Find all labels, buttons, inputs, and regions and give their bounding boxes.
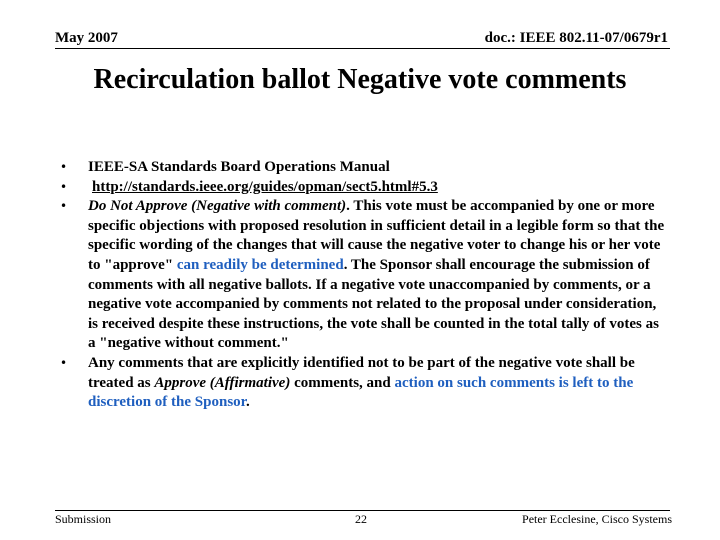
bullet-text: . This vote must be accompanied by one or more specific objections with proposed resolution in sufficient detail in a legible form so that the specific wording of the changes that will cause the negative voter to change his or her vote to "approve" [88,198,665,273]
bullet-text: comments, and [290,374,395,391]
header-date: May 2007 [55,30,118,46]
bullet-dot-icon: • [60,179,68,194]
footer-author: Peter Ecclesine, Cisco Systems [522,512,672,526]
bullet-list [60,158,670,413]
bullet-dot-icon: • [60,160,68,174]
bullet-item-link [60,178,670,198]
bullet-item-do-not-approve [60,197,670,354]
bullet-item-comments [60,354,670,413]
bullet-text: . The Sponsor shall encourage the submission of comments with all negative ballots. If a negative vote unaccompanied by comments, or a negative vote accompanied by comments not related to the proposal under consideration, is received despite these instructions, the vote shall be counted in the total tally of votes as a "negative without comment." [88,256,659,352]
header-doc-id: doc.: IEEE 802.11-07/0679r1 [484,30,668,46]
bullet-item-manual [60,158,670,178]
bullet-text: IEEE-SA Standards Board Operations Manual [88,159,390,175]
manual-link[interactable]: http://standards.ieee.org/guides/opman/sect5.html#5.3 [92,178,438,195]
bullet-highlight: action on such comments is left to the discretion of the Sponsor [88,374,634,411]
footer-submission: Submission [55,512,112,526]
header-rule [55,48,670,49]
bullet-text: Any comments that are explicitly identified not to be part of the negative vote shall be treated as [88,354,635,391]
bullet-dot-icon: • [60,355,68,370]
bullet-text: . [245,394,250,411]
bullet-dot-icon: • [60,199,68,214]
bullet-highlight: can readily be determined [176,256,344,273]
footer-rule [55,510,670,511]
slide-title: Recirculation ballot Negative vote comments [93,64,627,95]
bullet-term: Approve (Affirmative) [154,374,291,391]
bullet-term: Do Not Approve (Negative with comment) [88,198,347,215]
footer-page-number: 22 [355,512,367,526]
